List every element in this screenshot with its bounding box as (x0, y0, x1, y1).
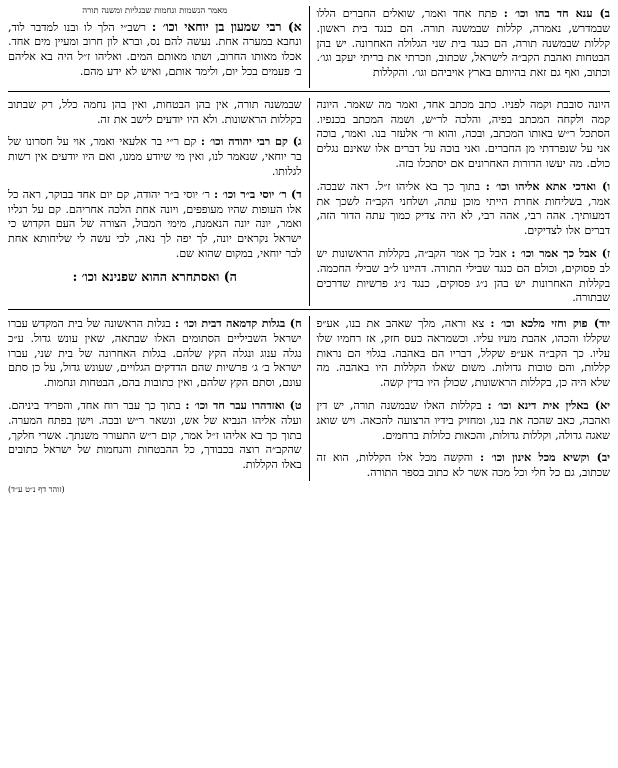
top-band (8, 4, 610, 88)
top-right-column (310, 6, 611, 88)
paragraph-text: פתח אחד ואמר, שואלים החברים הללו שבמדרש, נאמרה, קללות שבמשנה תורה. הם כנגד בית ראשון. קללות שבמשנה תורה, הם כנגד בית שני הגלולה האחרונה. יש בהן הבטחות ואהבת הקב״ה לישראל, שכתוב, וזכרתי את בריתי יעקב וגו׳. וכתוב, ואף גם זאת בהיותם בארץ אויביהם וגו׳. והקללות (316, 7, 610, 80)
paragraph-dove (317, 98, 611, 172)
column-divider-3 (309, 316, 310, 481)
middle-right-column (310, 98, 611, 306)
paragraph-tet (8, 398, 302, 473)
paragraph-text: והקשה מכל אלו הקללות, הוא זה שכתוב, גם כל חלי וכל מכה אשר לא כתוב בספר התורה. (316, 451, 610, 480)
paragraph-label: ח) בגלות קדמאה דבית וכו׳ : (174, 316, 302, 331)
paragraph-text: קם ר״י בר אלעאי ואמר, אוי על חסרונו של בר יוחאי, שנאמר לנו, ואין מי שיודע ממנו, ואם היו יודעים אין רשות לגלותו. (8, 135, 302, 179)
bottom-band (8, 314, 610, 481)
bottom-right-column (310, 316, 611, 481)
paragraph-text: בתוך כך בא אליהו ז״ל. ראה שבכה. אמר, בשליחות אחרת הייתי מוכן עתה, ושלחני הקב״ה לשכך את דמעותיך. אהה רבי, אהה רבי, לא היה צדיק כמוך עתה הדור הזה, דברים אלו לצדיקים. (316, 179, 610, 238)
paragraph-label: ג) קם רבי יהודה וכו׳ : (200, 134, 302, 149)
paragraph-label: ד) ר׳ יוסי ב״ר וכו׳ : (214, 186, 302, 201)
paragraph-yod-bet (317, 450, 611, 481)
paragraph-text: אבל כך אמר הקב״ה, בקללות הראשונות יש לב פסוקים, וכולם הם כנגד שבילי התורה. דהיינו ל״ב שבילי החכמה. בקללות האחרונות יש בהן נ״ג פסוקים, כנגד נ״ג פרשיות שדרכים שבתורה. (316, 246, 610, 305)
paragraph-text: שבמשנה תורה, אין בהן הבטחות, ואין בהן נחמה כלל, רק שבתוב בקללות הראשונות. ולא היו יודעים לישב את זה. (8, 97, 302, 126)
paragraph-chet (8, 316, 302, 391)
paragraph-vav (317, 179, 611, 239)
paragraph-label: ז) אבל כך אמר וכו׳ : (511, 245, 610, 260)
top-left-column (8, 6, 309, 88)
bottom-left-column (8, 316, 309, 481)
horizontal-rule-2 (8, 309, 610, 310)
paragraph-b (317, 6, 611, 81)
paragraph-a (8, 19, 302, 80)
horizontal-rule-1 (8, 91, 610, 92)
paragraph-zayin (317, 246, 611, 306)
paragraph-text: רשב״י הלך לו ובנו למדבר לוד, ונחבא במערה אחת. נעשה להם נס, וברא לון חרוב ומעיין מים אחד. אכלו מאותו החרוב, ושתו מאותם המים. ואליהו ז״ל היה בא אליהם ב׳ פעמים בכל יום, ולימד אותם, ואיש לא ידע מהם. (8, 20, 302, 78)
paragraph-yod-alef (317, 398, 611, 443)
paragraph-text: בקללות האלו שבמשנה תורה, יש דין ואהבה, כאב שהכה את בנו, ומחזיק בידיו הרצועה להכאה. ויש שואג שאגה גדולה, וקללות גדולות, והכאות כלולות ברחמים. (316, 398, 610, 442)
paragraph-label: יב) וקשיא מכל אינון וכו׳ : (479, 450, 610, 465)
paragraph-label: ט) ואזדהרו עבר חד וכו׳ : (185, 397, 302, 412)
middle-left-column (8, 98, 309, 306)
middle-band (8, 96, 610, 306)
column-divider-2 (309, 98, 310, 306)
paragraph-mishne-torah (8, 98, 302, 128)
paragraph-gimel (8, 134, 302, 179)
paragraph-text: היונה סובבת וקמה לפניו. כתב מכתב אחד, ואמר מה שאמר. היונה קמה ולקחה המכתב בפיה, והלכה לר״ש, ושמה המכתב בכנפיו. הסתכל ר״ש באותו המכתב, ובכה, והוא ור׳ אלעזר בנו. ואמר, בוכה אני על שנפרדתי מן החברים. ואני בוכה על דברים אלו שאינם נגלים כולם. מה יעשו הדורות האחרונים אם יסתכלו בזה. (316, 97, 610, 171)
paragraph-label: יוד) פוק וחזי מלכא וכו׳ : (490, 316, 610, 331)
column-divider (309, 6, 310, 88)
paragraph-text: צא וראה, מלך שאהב את בנו, אע״פ שקללו והכהו, אהבת מעיו עליו. וכשמראה כעס חזק, אז רחמיו שלו עליו. כך הקב״ה אע״פ שקלל, דבריו הם באהבה. בגלוי הם נראות קללות, והם טובות גדולות. משום שאלו הקללות היו באהבה. מה שלא היה כן, בקללות הראשונות, שכולן היו בדין קשה. (316, 317, 610, 390)
paragraph-yod (317, 316, 611, 391)
paragraph-text: בתוך כך עבר רוח אחד, והפריד ביניהם. ועלה אליהו הנביא של אש, ונשאר ר״ש ובכה. וישן בפתח המערה. בתוך כך בא אליהו ז״ל אמר, קום ר״ש התעורר משנתך. אשרי חלקך, שהקב״ה רוצה בכבודך, כל ההבטחות והנחמות של ישראל כתובים באלו הקללות. (8, 398, 302, 472)
paragraph-label: א) רבי שמעון בן יוחאי וכו׳ : (151, 18, 302, 34)
section-heading-hey: ה) ואסתחרא ההוא שפנינא וכו׳ : (72, 268, 237, 284)
running-head: מאמר הנשמות ונחמות שבגליות ומשנה תורה (82, 6, 228, 16)
paragraph-text: בגלות הראשונה של בית המקדש עברו ישראל השביליים הסתומים האלו שבתאה, שאין עונש גדול. ע״כ נגלה ענוג ונגלה הקץ שלהם. בגלות האחרונה של בית שני, עברו ישראל ב׳ ג׳ פרשיות שהם הדדקים הגלויים, שעונש גדול, על כן סתם עונם, וסתם הקץ שלהם, ואין כתובות בהם, הבטחות ונחמות. (8, 317, 302, 390)
paragraph-label: ו) ואדכי אתא אליהו וכו׳ : (485, 178, 610, 193)
source-footnote: (זוהר דף נ״ט ע״ד) (8, 484, 65, 494)
paragraph-text: ר׳ יוסי ב״ר יהודה, קם יום אחד בבוקר, ראה כל אלו העופות שהיו מעופפים, ויונה אחת הלכה אחריהם. קם על רגליו ואמר, יונה יונה הנאמנת, מימי המבול, הצורה של העם הקדוש כי ישראל נקראים יונה, לך יפה לך נאה, לכי עשה לי שליחותא אחת לבר יוחאי, במקום שהוא שם. (8, 187, 302, 260)
paragraph-dalet (8, 187, 302, 262)
paragraph-label: ב) ענא חד בהו וכו׳ : (503, 6, 610, 20)
paragraph-label: יא) באלין אית דינא וכו׳ : (487, 397, 610, 412)
